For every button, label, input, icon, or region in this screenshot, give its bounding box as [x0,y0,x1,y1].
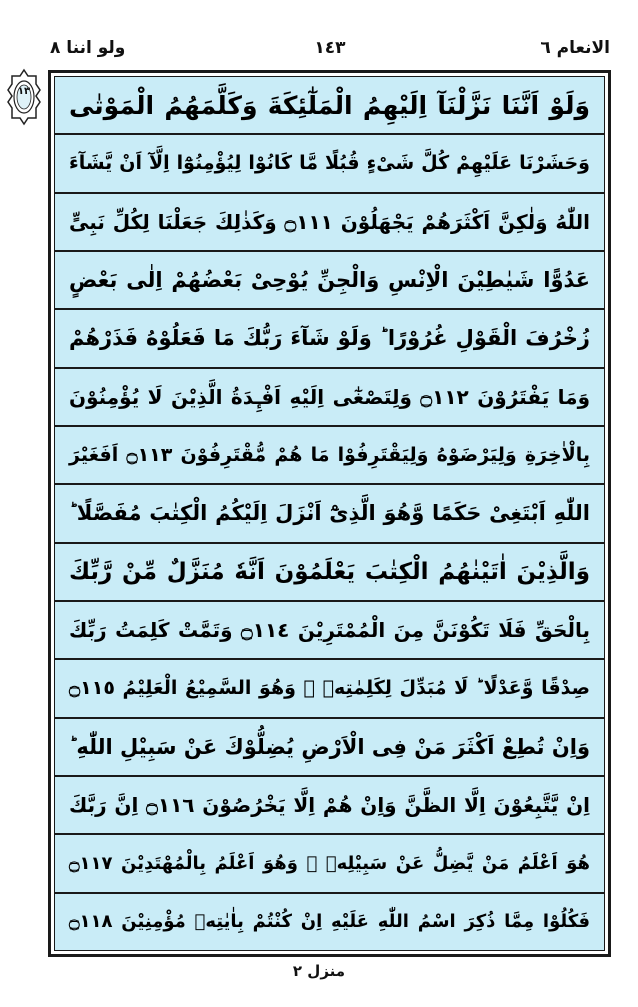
verse-line-text: وَلَوْ اَنَّنَا نَزَّلْنَآ اِلَيْهِمُ الْمَلٰٓئِكَةَ وَكَلَّمَهُمُ الْمَوْتٰى [69,90,590,120]
verse-line-text: وَمَا يَفْتَرُوْنَ ۝١١٢ وَلِتَصْغٰٓى اِلَيْهِ اَفْـِٕدَةُ الَّذِيْنَ لَا يُؤْمِنُوْنَ [69,384,590,409]
text-frame [48,70,611,957]
page-header [50,38,610,66]
ruku-number: ١٣ [17,86,31,97]
verse-line-text: زُخْرُفَ الْقَوْلِ غُرُوْرًا ؕ وَلَوْ شَآءَ رَبُّكَ مَا فَعَلُوْهُ فَذَرْهُمْ [69,326,590,351]
verse-line-text: وَاِنْ تُطِعْ اَكْثَرَ مَنْ فِى الْاَرْضِ يُضِلُّوْكَ عَنْ سَبِيْلِ اللّٰهِ ؕ [69,734,590,759]
verse-line [55,777,604,835]
verse-line [55,427,604,485]
verse-line-text: عَدُوًّا شَيٰطِيْنَ الْاِنْسِ وَالْجِنِّ يُوْحِىْ بَعْضُهُمْ اِلٰى بَعْضٍ [69,268,590,293]
verse-line [55,544,604,602]
verse-line [55,369,604,427]
verse-line [55,719,604,777]
verse-line-text: اِنْ يَّتَّبِعُوْنَ اِلَّا الظَّنَّ وَاِنْ هُمْ اِلَّا يَخْرُصُوْنَ ۝١١٦ اِنَّ رَبَّكَ [69,793,591,818]
verse-line [55,602,604,660]
verse-line [55,135,604,193]
verse-line [55,77,604,135]
verse-line [55,894,604,950]
verse-line-text: اللّٰهِ اَبْتَغِىْ حَكَمًا وَّهُوَ الَّذِىْٓ اَنْزَلَ اِلَيْكُمُ الْكِتٰبَ مُفَصَّلًا ؕ [69,501,590,526]
verse-line [55,835,604,893]
ruku-ornament-icon [6,68,42,126]
verse-line-text: وَالَّذِيْنَ اٰتَيْنٰهُمُ الْكِتٰبَ يَعْلَمُوْنَ اَنَّهٗ مُنَزَّلٌ مِّنْ رَّبِّكَ [69,558,590,585]
verse-line-text: هُوَ اَعْلَمُ مَنْ يَّضِلُّ عَنْ سَبِيْلِهٖ ۚ وَهُوَ اَعْلَمُ بِالْمُهْتَدِيْنَ ۝١١٧ [69,852,590,874]
ruku-marker [6,68,42,126]
verse-lines [54,76,605,951]
verse-line-text: وَحَشَرْنَا عَلَيْهِمْ كُلَّ شَىْءٍ قُبُلًا مَّا كَانُوْا لِيُؤْمِنُوْٓا اِلَّآ اَنْ يَّشَآءَ [69,152,590,175]
verse-line [55,194,604,252]
verse-line [55,252,604,310]
surah-name: الانعام ٦ [540,38,610,58]
verse-line-text: صِدْقًا وَّعَدْلًا ؕ لَا مُبَدِّلَ لِكَلِمٰتِهٖ ۚ وَهُوَ السَّمِيْعُ الْعَلِيْمُ ۝١١٥ [69,677,590,700]
verse-line [55,660,604,718]
manzil-footer: منزل ٢ [292,962,346,980]
verse-line-text: فَكُلُوْا مِمَّا ذُكِرَ اسْمُ اللّٰهِ عَلَيْهِ اِنْ كُنْتُمْ بِاٰيٰتِهٖ مُؤْمِنِيْنَ ۝١١٨ [69,911,590,933]
verse-line-text: اللّٰهُ وَلٰكِنَّ اَكْثَرَهُمْ يَجْهَلُوْنَ ۝١١١ وَكَذٰلِكَ جَعَلْنَا لِكُلِّ نَبِىٍّ [69,209,591,234]
juz-name: ولو اننا ٨ [50,38,126,58]
verse-line [55,485,604,543]
verse-line [55,310,604,368]
verse-line-text: بِالْحَقِّ فَلَا تَكُوْنَنَّ مِنَ الْمُمْتَرِيْنَ ۝١١٤ وَتَمَّتْ كَلِمَتُ رَبِّكَ [69,618,590,643]
page-number: ١٤٣ [314,38,346,58]
verse-line-text: بِالْاٰخِرَةِ وَلِيَرْضَوْهُ وَلِيَقْتَرِفُوْا مَا هُمْ مُّقْتَرِفُوْنَ ۝١١٣ اَفَغَيْرَ [69,444,590,467]
